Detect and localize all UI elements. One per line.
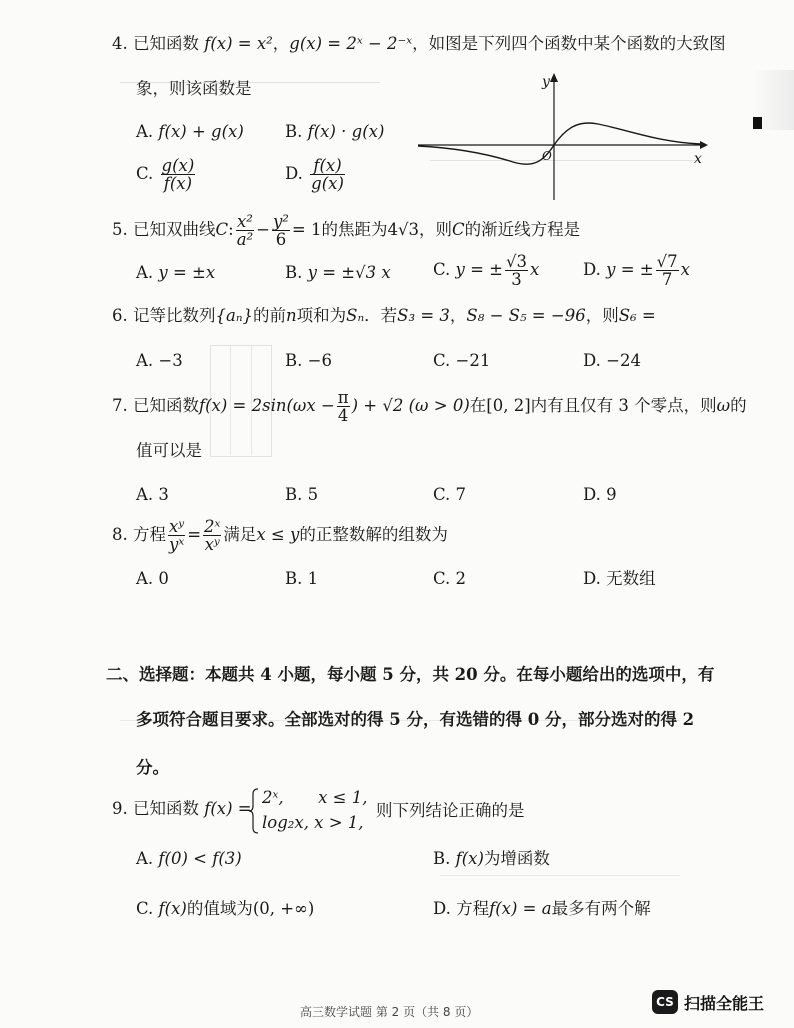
q5-y-numerator: y² <box>272 212 289 231</box>
q8-option-d[interactable] <box>583 568 656 590</box>
q8-option-d-label: D. <box>583 569 601 588</box>
q9-option-c[interactable] <box>136 898 314 920</box>
q4-graph-y-label: y <box>542 74 550 90</box>
q4-graph-x-label: x <box>694 151 702 167</box>
q5-number: 5. <box>112 220 128 239</box>
q7-stem-line1 <box>112 388 747 424</box>
q4-option-a-text: f(x) + g(x) <box>158 122 244 141</box>
q4-option-c[interactable] <box>136 157 197 192</box>
q5-option-d-numerator: √7 <box>656 252 678 271</box>
q5-minus: − <box>256 220 270 239</box>
q8-left-numerator: xʸ <box>169 517 185 536</box>
q5-option-d-denominator: 7 <box>661 270 673 289</box>
q5-option-a-label: A. <box>136 263 154 282</box>
q6-option-d[interactable] <box>583 350 641 372</box>
q9-option-a-label: A. <box>136 849 154 868</box>
q7-omega: ω <box>716 396 731 415</box>
q4-option-c-denominator: f(x) <box>163 174 193 193</box>
q4-option-d-fraction <box>310 157 345 192</box>
q8-left-denominator: yˣ <box>169 535 185 554</box>
q9-case-1 <box>262 787 367 809</box>
q8-condition: x ≤ y <box>256 525 300 544</box>
q4-option-d-denominator: g(x) <box>311 174 344 193</box>
q4-g-definition: g(x) = 2ˣ − 2⁻ˣ <box>289 34 413 53</box>
q8-stem-c: 的正整数解的组数为 <box>299 525 448 544</box>
q7-pi-numerator: π <box>337 388 349 407</box>
q5-option-d-label: D. <box>583 260 601 279</box>
q4-option-a[interactable] <box>136 121 244 143</box>
q8-stem-a: 方程 <box>133 525 166 544</box>
q5-option-b-label: B. <box>285 263 303 282</box>
q5-curve-name: C <box>215 220 229 239</box>
q4-option-b-label: B. <box>285 122 303 141</box>
q6-stem-e: ，则 <box>585 306 619 325</box>
q7-interval: [0, 2] <box>486 396 531 415</box>
q9-case-1-expr: 2ˣ, <box>262 788 284 807</box>
q5-stem-a: 已知双曲线 <box>133 220 216 239</box>
q7-option-d[interactable] <box>583 484 617 506</box>
q6-option-d-text: −24 <box>606 351 641 370</box>
q7-option-c[interactable] <box>433 484 466 506</box>
q4-option-c-label: C. <box>136 164 154 183</box>
q6-stem-a: 记等比数列 <box>133 306 216 325</box>
q9-option-c-range: (0, +∞) <box>252 899 315 918</box>
q5-equals: = 1 <box>291 220 322 239</box>
q9-option-d-text-a: 方程 <box>456 899 490 918</box>
q5-stem-c: ，则 <box>419 220 452 239</box>
q7-option-a-text: 3 <box>158 485 169 504</box>
q4-option-d-label: D. <box>285 164 303 183</box>
q7-option-a[interactable] <box>136 484 169 506</box>
q6-option-c-label: C. <box>433 351 451 370</box>
q8-left-fraction <box>168 518 185 553</box>
q5-option-c-label: C. <box>433 260 451 279</box>
q9-stem <box>112 798 252 820</box>
q4-graph-curve <box>418 123 700 164</box>
q8-option-b[interactable] <box>285 568 318 590</box>
q7-function-suffix: ) + √2 (ω > 0) <box>351 396 470 415</box>
q5-option-c[interactable] <box>433 250 539 290</box>
q4-option-a-label: A. <box>136 122 154 141</box>
q5-option-c-denominator: 3 <box>511 270 522 289</box>
q5-option-c-fraction <box>505 253 528 288</box>
q7-stem-c: 内有且仅有 3 个零点，则 <box>530 396 717 415</box>
q6-sep: ， <box>449 306 467 325</box>
q7-option-c-text: 7 <box>455 485 467 504</box>
q7-option-c-label: C. <box>433 485 451 504</box>
q4-graph-origin-label: O <box>542 149 552 163</box>
q7-stem-line2: 值可以是 <box>136 441 202 460</box>
q4-option-b-text: f(x) · g(x) <box>307 122 385 141</box>
q9-option-d-equation: f(x) = a <box>489 899 552 918</box>
q6-option-b-text: −6 <box>307 351 332 370</box>
q7-stem-d: 的 <box>730 396 747 415</box>
q5-option-b[interactable] <box>285 262 391 284</box>
q6-option-a-label: A. <box>136 351 154 370</box>
q4-graph-y-arrow <box>550 73 558 82</box>
q9-option-c-label: C. <box>136 899 154 918</box>
q6-option-d-label: D. <box>583 351 601 370</box>
q6-option-b-label: B. <box>285 351 303 370</box>
q5-focal-length: 4√3 <box>387 220 419 239</box>
q8-option-c-text: 2 <box>455 569 467 588</box>
q5-option-b-text: y = ±√3 x <box>307 263 391 282</box>
q4-stem-line2: 象，则该函数是 <box>136 79 252 98</box>
q5-stem <box>112 213 580 248</box>
q8-right-numerator: 2ˣ <box>204 517 221 536</box>
q6-stem-b: 的前 <box>253 306 287 325</box>
q5-y-fraction <box>272 213 290 248</box>
q8-option-a-text: 0 <box>158 569 169 588</box>
q4-function-graph <box>418 70 708 205</box>
q6-option-c-text: −21 <box>455 351 491 370</box>
q5-stem-d: 的渐近线方程是 <box>464 220 581 239</box>
q6-condition-1: S₃ = 3 <box>397 306 450 325</box>
q4-option-b[interactable] <box>285 121 384 143</box>
q6-stem-c: 项和为 <box>296 306 347 325</box>
q4-graph-x-arrow <box>700 141 708 149</box>
q7-number: 7. <box>112 396 128 415</box>
q6-option-b[interactable] <box>285 350 332 372</box>
q4-stem-b: ，如图是下列四个函数中某个函数的大致图 <box>412 34 726 53</box>
q6-stem-d: ．若 <box>364 306 398 325</box>
q7-pi-fraction <box>337 389 350 424</box>
q8-right-fraction <box>203 518 221 553</box>
q5-option-a[interactable] <box>136 262 215 284</box>
q9-case-2 <box>262 812 364 834</box>
q8-option-a-label: A. <box>136 569 154 588</box>
q4-number: 4. <box>112 34 128 53</box>
q8-stem-b: 满足 <box>223 525 257 544</box>
q5-option-d-suffix: x <box>680 260 690 279</box>
q9-option-d-text-b: 最多有两个解 <box>551 899 651 918</box>
q9-stem-a: 已知函数 <box>133 799 199 818</box>
q9-option-d[interactable] <box>433 898 651 920</box>
q6-option-c[interactable] <box>433 350 490 372</box>
q4-f-definition: f(x) = x² <box>204 34 273 53</box>
q8-right-denominator: xʸ <box>204 535 220 554</box>
q8-stem <box>112 515 448 555</box>
q9-option-b-text: 为增函数 <box>483 849 550 868</box>
q6-n: n <box>286 306 297 325</box>
q4-stem-a: 已知函数 <box>133 34 199 53</box>
q5-colon: : <box>228 220 234 239</box>
q4-option-c-fraction <box>161 157 196 192</box>
q5-x-fraction <box>236 213 254 248</box>
q7-option-d-label: D. <box>583 485 601 504</box>
q6-option-a-text: −3 <box>158 351 183 370</box>
q6-number: 6. <box>112 306 128 325</box>
q9-option-b-label: B. <box>433 849 451 868</box>
q9-option-b-func: f(x) <box>455 849 484 868</box>
q8-option-c[interactable] <box>433 568 466 590</box>
q8-option-b-label: B. <box>285 569 303 588</box>
q9-option-c-func: f(x) <box>158 899 187 918</box>
q7-option-a-label: A. <box>136 485 154 504</box>
q6-sequence: {aₙ} <box>215 306 254 325</box>
q7-function-prefix: f(x) = 2sin(ωx − <box>199 396 335 415</box>
q8-option-c-label: C. <box>433 569 451 588</box>
q9-function-lhs: f(x) = <box>204 799 252 818</box>
q4-option-d[interactable] <box>285 157 347 192</box>
q9-option-c-text: 的值域为 <box>186 899 253 918</box>
q5-x-numerator: x² <box>236 212 253 231</box>
q5-y-denominator: 6 <box>275 230 287 249</box>
q5-option-d-prefix: y = ± <box>606 260 654 279</box>
q6-condition-2: S₈ − S₅ = −96 <box>466 306 586 325</box>
q4-option-d-numerator: f(x) <box>313 156 342 175</box>
q9-option-b[interactable] <box>433 848 550 870</box>
section-2-line-1: 二、选择题：本题共 4 小题，每小题 5 分，共 20 分。在每小题给出的选项中，有 <box>106 665 715 684</box>
section-2-line-2: 多项符合题目要求。全部选对的得 5 分，有选错的得 0 分，部分选对的得 2 <box>136 710 695 729</box>
page-footer: 高三数学试题 第 2 页（共 8 页） <box>300 1005 479 1019</box>
q7-option-d-text: 9 <box>606 485 617 504</box>
q5-x-denominator: a² <box>236 230 254 249</box>
q8-number: 8. <box>112 525 128 544</box>
q5-option-c-numerator: √3 <box>506 252 528 271</box>
q9-piecewise-brace <box>249 788 259 834</box>
corner-registration-mark <box>753 117 762 129</box>
scanner-watermark-text: 扫描全能王 <box>684 993 765 1013</box>
q9-number: 9. <box>112 799 128 818</box>
q5-option-d-fraction <box>656 253 679 288</box>
section-2-line-3: 分。 <box>136 758 169 777</box>
q6-stem <box>112 305 656 327</box>
q8-option-b-text: 1 <box>307 569 319 588</box>
q5-option-d[interactable] <box>583 250 690 290</box>
q4-stem-line1 <box>112 33 726 55</box>
q7-option-b[interactable] <box>285 484 318 506</box>
scanner-watermark <box>652 988 764 1016</box>
q7-option-b-text: 5 <box>307 485 319 504</box>
q7-pi-denominator: 4 <box>337 406 349 425</box>
q7-stem-b: 在 <box>469 396 487 415</box>
q6-option-a[interactable] <box>136 350 183 372</box>
q5-option-c-suffix: x <box>530 260 540 279</box>
q7-option-b-label: B. <box>285 485 303 504</box>
q5-option-c-prefix: y = ± <box>455 260 504 279</box>
q9-stem-b: 则下列结论正确的是 <box>376 801 525 820</box>
q9-option-a-text: f(0) < f(3) <box>158 849 242 868</box>
q5-stem-b: 的焦距为 <box>321 220 388 239</box>
q5-option-a-text: y = ±x <box>158 263 216 282</box>
q4-sep: ， <box>272 34 290 53</box>
q9-case-2-expr: log₂x, x > 1, <box>262 813 364 832</box>
q8-option-d-text: 无数组 <box>606 569 656 588</box>
q4-option-c-numerator: g(x) <box>161 156 195 175</box>
q8-option-a[interactable] <box>136 568 169 590</box>
q6-target: S₆ = <box>618 306 656 325</box>
q5-curve-name-2: C <box>452 220 465 239</box>
scanner-logo-icon: CS <box>652 990 678 1014</box>
q6-sn: Sₙ <box>346 306 365 325</box>
q9-case-1-cond: x ≤ 1, <box>318 788 368 807</box>
q7-stem-a: 已知函数 <box>133 396 199 415</box>
q9-option-d-label: D. <box>433 899 451 918</box>
q9-option-a[interactable] <box>136 848 242 870</box>
q8-equals: = <box>187 525 202 544</box>
